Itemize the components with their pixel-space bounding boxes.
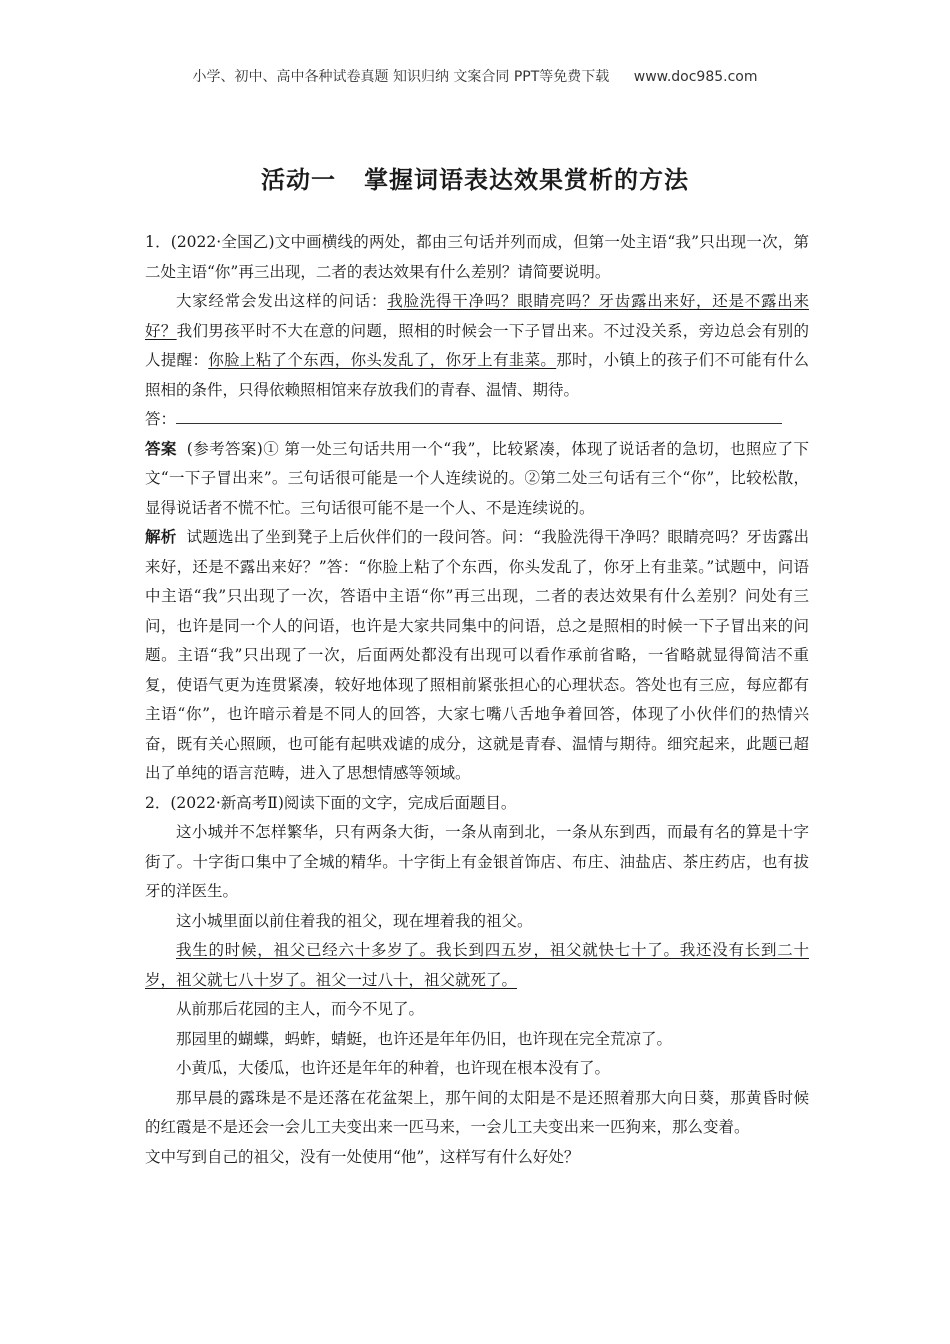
- q1-analysis-text: 试题选出了坐到凳子上后伙伴们的一段问答。问：“我脸洗得干净吗？眼睛亮吗？牙齿露出来好，还是不露出来好？”答：“你脸上粘了个东西，你头发乱了，你牙上有韭菜。”试题中，问语中主语“我”只出现了一次，答语中主语“你”再三出现，二者的表达效果有什么差别？问处有三问，也许是同一个人的问语，也许是大家共同集中的问语，总之是照相的时候一下子冒出来的问题。主语“我”只出现了一次，后面两处都没有出现可以看作承前省略，一省略就显得简洁不重复，使语气更为连贯紧凑，较好地体现了照相前紧张担心的心理状态。答处也有三应，每应都有主语“你”，也许暗示着是不同人的回答，大家七嘴八舌地争着回答，体现了小伙伴们的热情兴奋，既有关心照顾，也可能有起哄戏谑的成分，这就是青春、温情与期待。细究起来，此题已超出了单纯的语言范畴，进入了思想情感等领域。: [145, 528, 809, 782]
- q1-passage: [145, 287, 809, 405]
- q2-para-2: 这小城里面以前住着我的祖父，现在埋着我的祖父。: [176, 911, 533, 930]
- q1-passage-mid: 我们男孩平时不大在意的问题，照相的时候会一下子冒出来。不过没关系，旁边总会有别的人提醒：: [145, 321, 809, 369]
- q2-para-1: 这小城并不怎样繁华，只有两条大街，一条从南到北，一条从东到西，而最有名的算是十字街了。十字街口集中了全城的精华。十字街上有金银首饰店、布庄、油盐店、茶庄药店，也有拔牙的洋医生。: [145, 823, 809, 900]
- q2-para-4: 从前那后花园的主人，而今不见了。: [176, 1000, 425, 1018]
- page-header: [0, 66, 950, 86]
- q1-answer-row: [145, 405, 809, 435]
- q2-question: 文中写到自己的祖父，没有一处使用“他”，这样写有什么好处？: [145, 1147, 580, 1166]
- q2-para-7: 那早晨的露珠是不是还落在花盆架上，那午间的太阳是不是还照着那大向日葵，那黄昏时候的红霞是不是还会一会儿工夫变出来一匹马来，一会儿工夫变出来一匹狗来，那么变着。: [145, 1088, 809, 1136]
- q1-passage-pre: 大家经常会发出这样的问话：: [176, 292, 388, 310]
- q1-underline-1: 我脸洗得干净吗？眼睛亮吗？牙齿露出来好，还是不露出来好？: [145, 292, 809, 340]
- page-title: [0, 160, 950, 195]
- q1-key-text: (参考答案)① 第一处三句话共用一个“我”，比较紧凑，体现了说话者的急切，也照应了下文“一下子冒出来”。三句话很可能是一个人连续说的。②第二处三句话有三个“你”，比较松散，显得说话者不慌不忙。三句话很可能不是一个人、不是连续说的。: [145, 439, 809, 517]
- q1-answer-label: 答：: [145, 410, 177, 428]
- q1-passage-post: 那时，小镇上的孩子们不可能有什么照相的条件，只得依赖照相馆来存放我们的青春、温情、期待。: [145, 351, 809, 399]
- header-site: www.doc985.com: [633, 69, 758, 85]
- content-body: [145, 228, 809, 1172]
- q1-analysis: [145, 523, 809, 789]
- q2-para-5: 那园里的蝴蝶，蚂蚱，蜻蜓，也许还是年年仍旧，也许现在完全荒凉了。: [176, 1029, 673, 1048]
- q1-key-label: 答案: [145, 439, 177, 458]
- q2-para-6: 小黄瓜，大倭瓜，也许还是年年的种着，也许现在根本没有了。: [176, 1059, 611, 1077]
- q2-underline: 我生的时候，祖父已经六十多岁了。我长到四五岁，祖父就快七十了。我还没有长到二十岁，祖父就七八十岁了。祖父一过八十，祖父就死了。: [145, 941, 809, 989]
- q2-stem: 2．(2022·新高考Ⅱ)阅读下面的文字，完成后面题目。: [145, 793, 517, 812]
- q1-underline-2: 你脸上粘了个东西，你头发乱了，你牙上有韭菜。: [208, 351, 557, 369]
- title-activity: 活动一: [261, 166, 336, 194]
- q1-key: [145, 435, 809, 524]
- header-text: 小学、初中、高中各种试卷真题 知识归纳 文案合同 PPT等免费下载: [192, 69, 610, 85]
- title-topic: 掌握词语表达效果赏析的方法: [364, 166, 689, 194]
- q1-answer-line[interactable]: [176, 405, 782, 424]
- q2-para-3: [145, 936, 809, 995]
- q1-stem: 1．(2022·全国乙)文中画横线的两处，都由三句话并列而成，但第一处主语“我”只出现一次，第二处主语“你”再三出现，二者的表达效果有什么差别？请简要说明。: [145, 233, 809, 281]
- q1-analysis-label: 解析: [145, 528, 177, 546]
